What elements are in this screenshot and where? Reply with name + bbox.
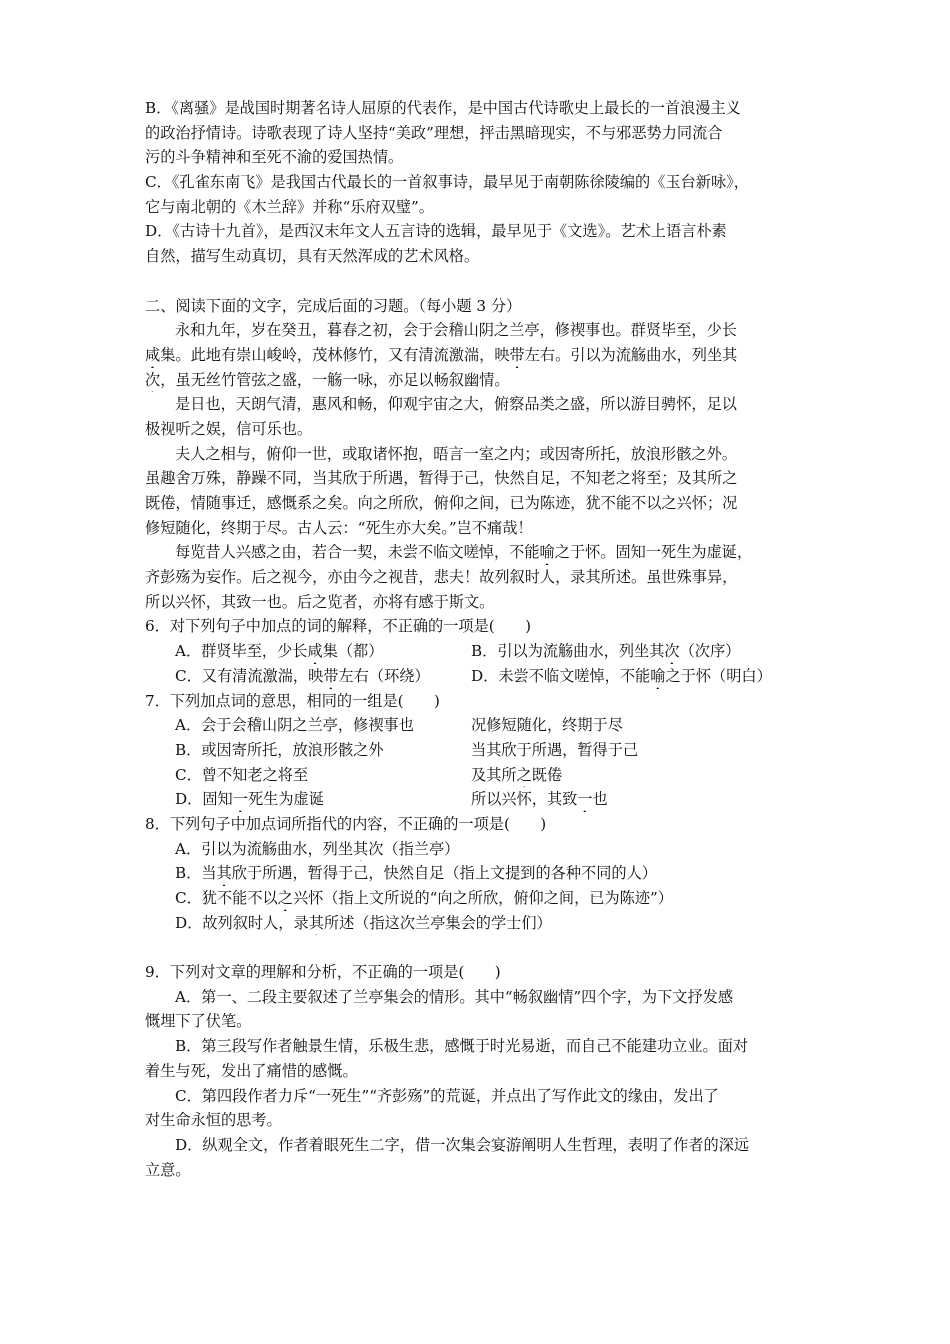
passage-p4-line-2: 齐彭殇为妄作。后之视今，亦由今之视昔，悲夫！故列叙时人，录其所述。虽世殊事异， xyxy=(145,568,738,587)
dotted-char: 之 xyxy=(277,889,293,907)
dotted-char: 一 xyxy=(577,790,593,809)
passage-p3-line-3: 既倦，情随事迁，感慨系之矣。向之所欣，俯仰之间，已为陈迹，犹不能不以之兴怀；况 xyxy=(145,494,738,512)
dotted-char: 一 xyxy=(232,790,248,809)
passage-p2-line-1: 是日也，天朗气清，惠风和畅，仰观宇宙之大，俯察品类之盛，所以游目骋怀，足以 xyxy=(175,395,737,414)
option-b-line-2: 的政治抒情诗。诗歌表现了诗人坚持“美政”理想，抨击黑暗现实，不与邪恶势力同流合 xyxy=(145,123,723,142)
q8-option-d: D．故列叙时人，录其所述（指这次兰亭集会的学士们） xyxy=(175,913,552,932)
dotted-char: 带 xyxy=(509,345,525,364)
q7-option-d: D．固知一死生为虚诞 所以兴怀，其致一也 xyxy=(175,790,608,809)
q9-option-b-line-1: B．第三段写作者触景生情，乐极生悲，感慨于时光易逝，而自己不能建功立业。面对 xyxy=(175,1037,749,1056)
q9-option-a-line-1: A．第一、二段主要叙述了兰亭集会的情形。其中“畅叙幽情”四个字，为下文抒发感 xyxy=(175,987,734,1006)
passage-p1-line-1: 永和九年，岁在癸丑，暮春之初，会于会稽山阴之兰亭，修禊事也。群贤毕至，少长 xyxy=(175,321,737,340)
q7-option-c: C．曾不知老之将至 及其所之既倦 xyxy=(175,765,563,784)
dotted-char: 其 xyxy=(216,864,232,883)
dotted-char: 喻 xyxy=(650,666,666,685)
option-d-line-2: 自然，描写生动真切，具有天然浑成的艺术风格。 xyxy=(145,247,480,266)
dotted-char: 其 xyxy=(353,839,369,858)
dotted-char: 带 xyxy=(323,666,339,685)
q9-stem: 9．下列对文章的理解和分析，不正确的一项是( ) xyxy=(145,963,501,982)
q9-option-d-line-1: D．纵观全文，作者着眼死生二字，借一次集会宴游阐明人生哲理，表明了作者的深远 xyxy=(175,1135,750,1154)
passage-p1-line-3: 次，虽无丝竹管弦之盛，一觞一咏，亦足以畅叙幽情。 xyxy=(145,370,510,389)
q7-option-b: B．或因寄所托，放浪形骸之外 当其欣于所遇，暂得于己 xyxy=(175,740,639,759)
dotted-char: 咸 xyxy=(145,345,161,364)
q6-options-ab xyxy=(145,639,810,664)
q9-option-c-line-2: 对生命永恒的思考。 xyxy=(145,1111,282,1130)
dotted-char: 之 xyxy=(262,765,278,784)
option-c-line-2: 它与南北朝的《木兰辞》并称“乐府双璧”。 xyxy=(145,197,434,216)
passage-p3-line-1: 夫人之相与，俯仰一世，或取诸怀抱，晤言一室之内；或因寄所托，放浪形骸之外。 xyxy=(175,444,737,463)
passage-p4-line-1: 每览昔人兴感之由，若合一契，未尝不临文嗟悼，不能喻之于怀。固知一死生为虚诞， xyxy=(175,543,753,562)
section-heading: 二、阅读下面的文字，完成后面的习题。（每小题 3 分） xyxy=(145,296,522,315)
q8-option-c: C．犹不能不以之兴怀（指上文所说的“向之所欣，俯仰之间，已为陈迹”） xyxy=(175,889,673,907)
q8-option-a: A．引以为流觞曲水，列坐其次（指兰亭） xyxy=(175,839,460,858)
q6-options-cd xyxy=(145,664,810,689)
dotted-char: 其 xyxy=(308,913,324,932)
passage-p1-line-2: 咸集。此地有崇山峻岭，茂林修竹，又有清流激湍，映带左右。引以为流觞曲水，列坐其 xyxy=(145,345,738,364)
option-b-line-3: 污的斗争精神和至死不渝的爱国热情。 xyxy=(145,148,404,167)
q8-option-b: B．当其欣于所遇，暂得于己，快然自足（指上文提到的各种不同的人） xyxy=(175,864,657,883)
dotted-char: 次 xyxy=(664,642,680,661)
option-c-line-1: C．《孔雀东南飞》是我国古代最长的一首叙事诗，最早见于南朝陈徐陵编的《玉台新咏》， xyxy=(145,173,749,192)
passage-p3-line-4: 修短随化，终期于尽。古人云：“死生亦大矣。”岂不痛哉！ xyxy=(145,518,533,537)
q6-option-c: C．又有清流激湍，映带左右（环绕） xyxy=(175,666,430,685)
dotted-char: 次 xyxy=(145,370,161,389)
dotted-char: 之 xyxy=(516,765,532,784)
document-page xyxy=(145,96,810,1182)
q6-option-a: A．群贤毕至，少长咸集（都） xyxy=(175,642,384,661)
q9-option-a-line-2: 慨埋下了伏笔。 xyxy=(145,1012,252,1031)
q9-option-c-line-1: C．第四段作者力斥“一死生”“齐彭殇”的荒诞，并点出了写作此文的缘由，发出了 xyxy=(175,1086,719,1105)
q8-stem: 8．下列句子中加点词所指代的内容，不正确的一项是( ) xyxy=(145,814,547,833)
dotted-char: 喻 xyxy=(539,543,555,562)
passage-p4-line-3: 所以兴怀，其致一也。后之览者，亦将有感于斯文。 xyxy=(145,592,495,611)
option-b-line-1: B．《离骚》是战国时期著名诗人屈原的代表作，是中国古代诗歌史上最长的一首浪漫主义 xyxy=(145,99,741,117)
passage-p2-line-2: 极视听之娱，信可乐也。 xyxy=(145,419,313,438)
option-d-line-1: D．《古诗十九首》，是西汉末年文人五言诗的选辑，最早见于《文选》。艺术上语言朴素 xyxy=(145,222,727,241)
dotted-char: 咸 xyxy=(307,642,323,661)
q7-option-a: A．会于会稽山阴之兰亭，修禊事也 况修短随化，终期于尽 xyxy=(175,716,623,735)
passage-p3-line-2: 虽趣舍万殊，静躁不同，当其欣于所遇，暂得于己，快然自足，不知老之将至；及其所之 xyxy=(145,469,738,488)
q7-stem: 7．下列加点词的意思，相同的一组是( ) xyxy=(145,691,440,710)
q9-option-d-line-2: 立意。 xyxy=(145,1160,191,1179)
q9-option-b-line-2: 着生与死，发出了痛惜的感慨。 xyxy=(145,1061,358,1080)
q6-option-b: B．引以为流觞曲水，列坐其次（次序） xyxy=(471,642,741,661)
q6-stem: 6．对下列句子中加点的词的解释，不正确的一项是( ) xyxy=(145,617,532,636)
q6-option-d: D．未尝不临文嗟悼，不能喻之于怀（明白） xyxy=(471,666,772,685)
